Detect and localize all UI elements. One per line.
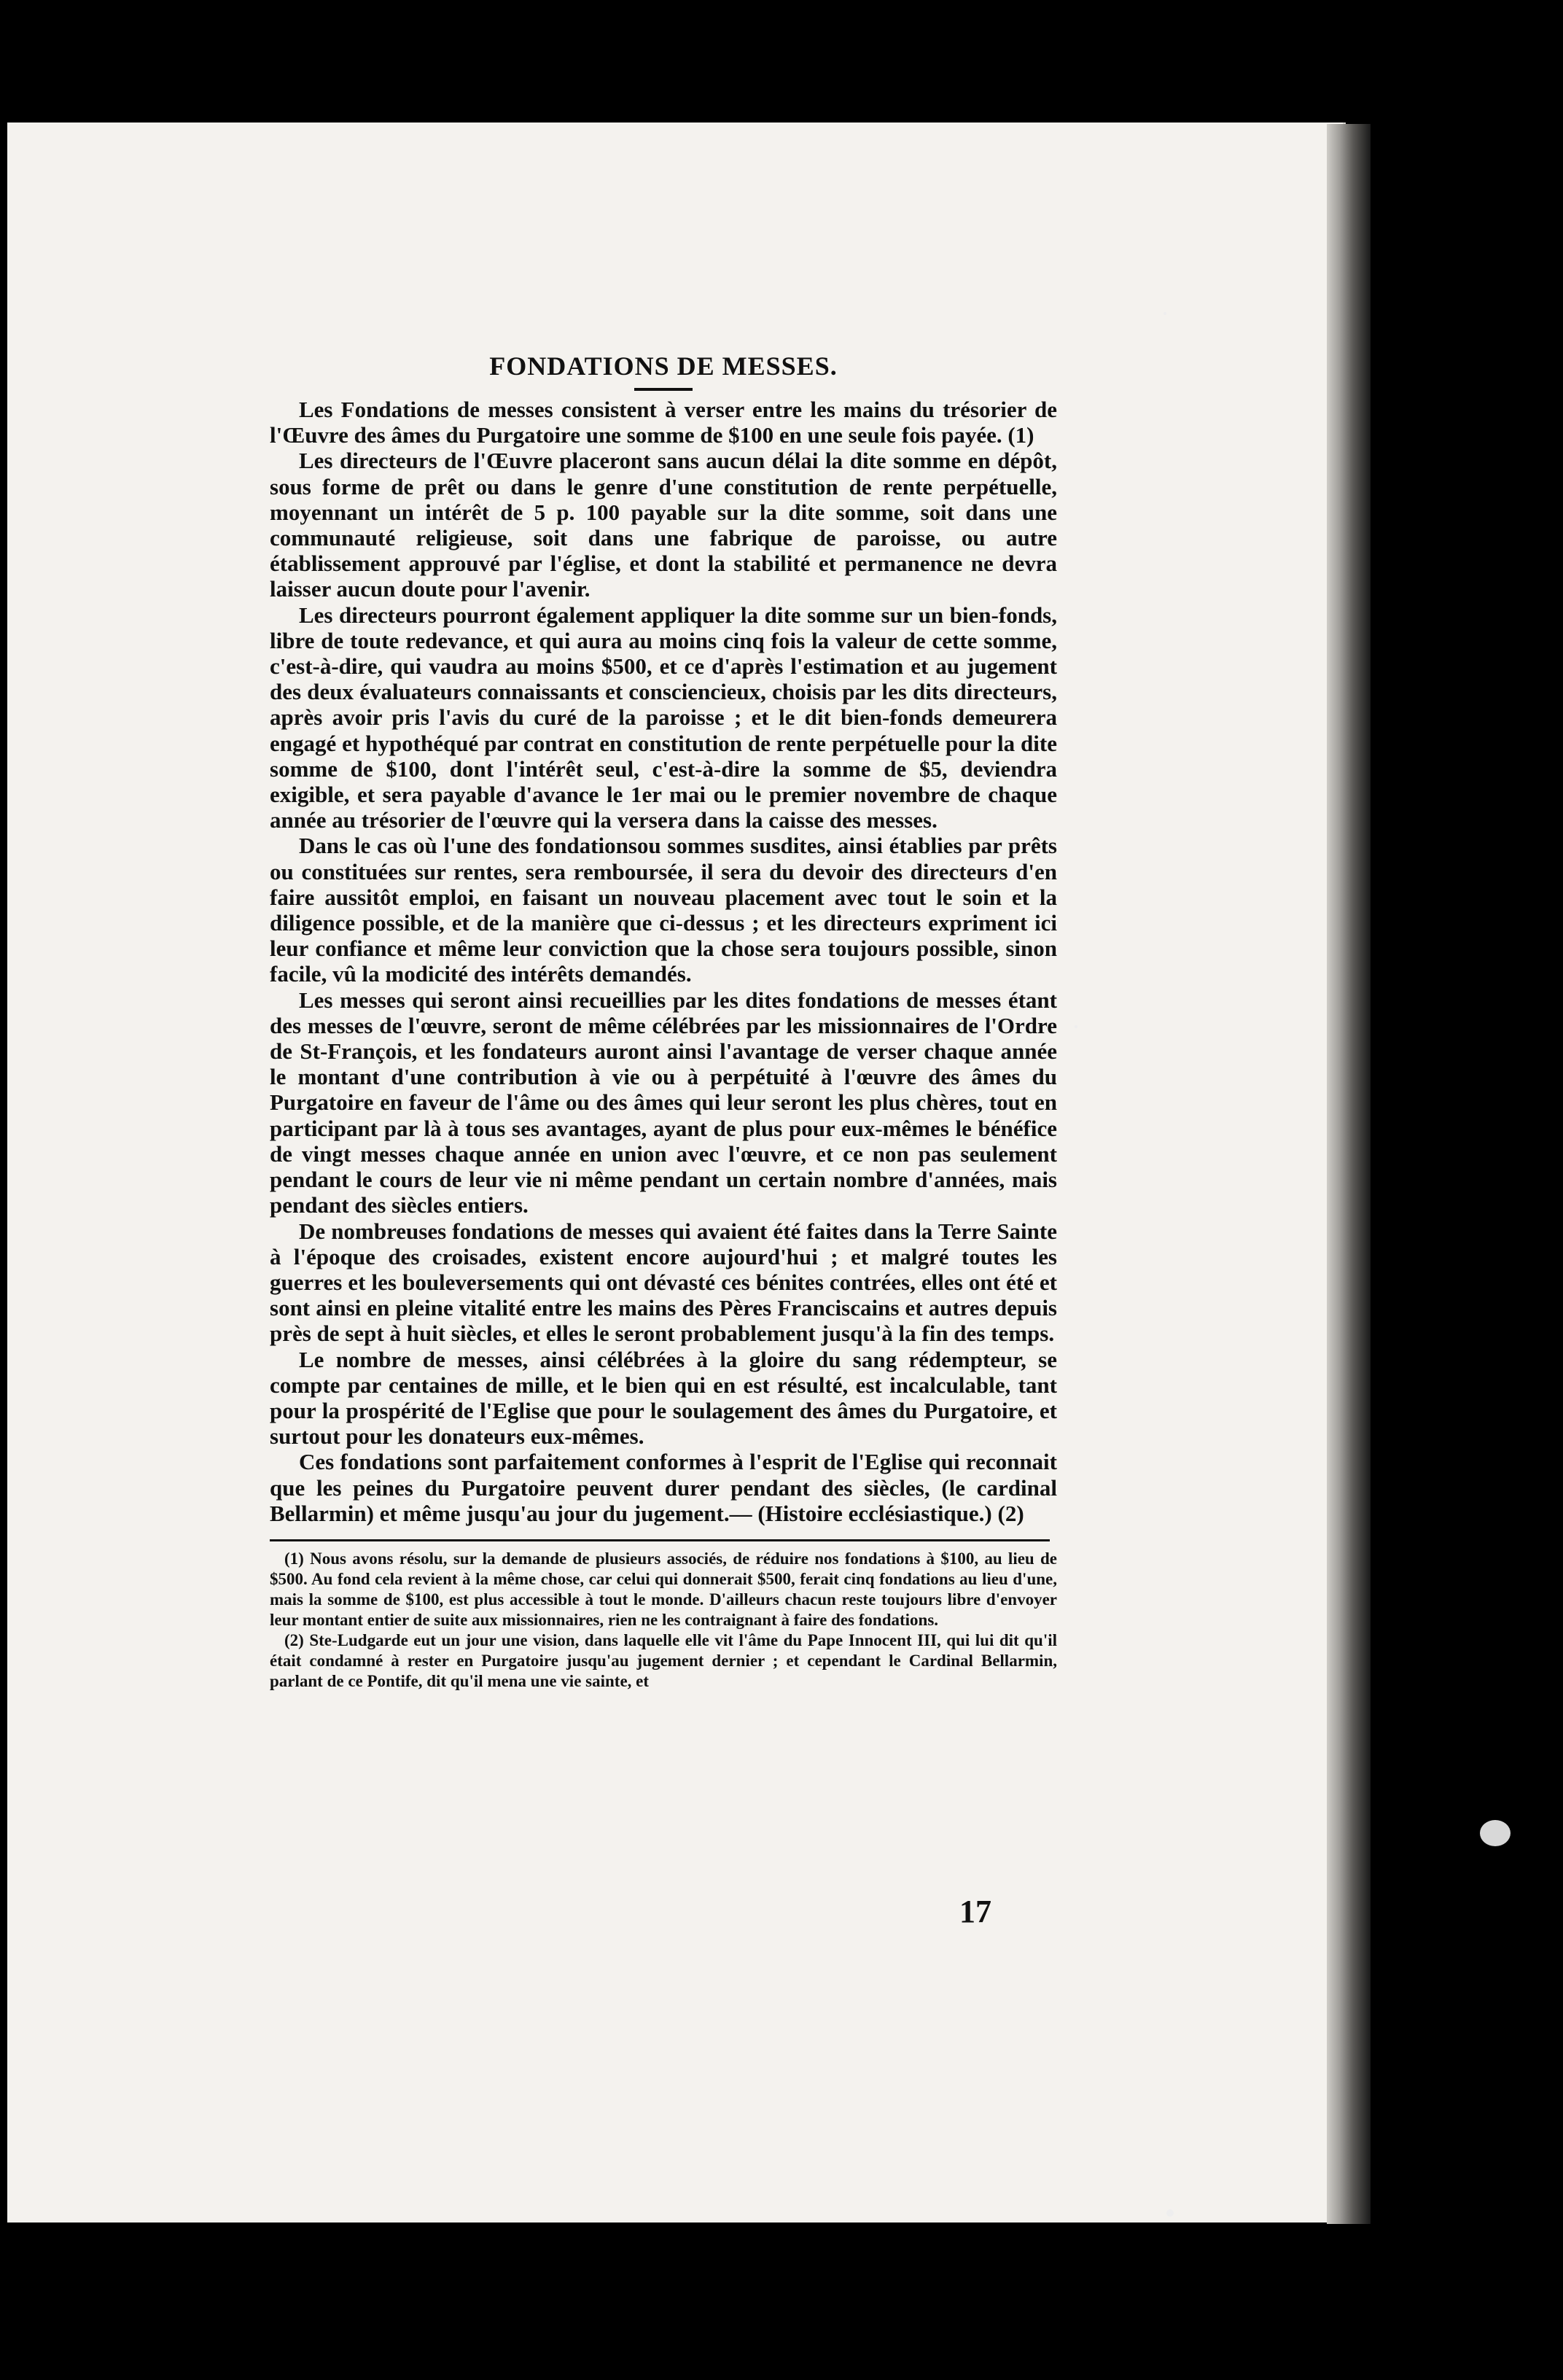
page-title: FONDATIONS DE MESSES. — [489, 351, 838, 381]
scan-speck — [1166, 2209, 1174, 2217]
body-paragraph-4: Dans le cas où l'une des fondationsou sommes susdites, ainsi établies par prêts ou constituées sur rentes, sera remboursée, il sera du devoir des directeurs d'en faire aussitôt emploi, en faisant un nouveau placement avec tout le soin et la diligence possible, et de la manière que ci-dessus ; et les directeurs expriment ici leur confiance et même leur conviction que la chose sera toujours possible, sinon facile, vû la modicité des intérêts demandés. — [270, 833, 1057, 987]
body-paragraph-7: Le nombre de messes, ainsi célébrées à la gloire du sang rédempteur, se compte par centaines de mille, et le bien qui en est résulté, est incalculable, tant pour la prospérité de l'Eglise que pour le soulagement des âmes du Purgatoire, et surtout pour les donateurs eux-mêmes. — [270, 1346, 1057, 1450]
scan-speck — [1480, 1820, 1511, 1846]
body-paragraph-6: De nombreuses fondations de messes qui avaient été faites dans la Terre Sainte à l'époque des croisades, existent encore aujourd'hui ; et malgré toutes les guerres et les bouleversements qui ont dévasté ces bénites contrées, elles ont été et sont ainsi en pleine vitalité entre les mains des Pères Franciscains et autres depuis près de sept à huit siècles, et elles le seront probablement jusqu'à la fin des temps. — [270, 1218, 1057, 1347]
body-paragraph-8: Ces fondations sont parfaitement conformes à l'esprit de l'Eglise qui reconnait que les peines du Purgatoire peuvent durer pendant des siècles, (le cardinal Bellarmin) et même jusqu'au jour du jugement.— (Histoire ecclésiastique.) (2) — [270, 1449, 1057, 1526]
body-paragraph-5: Les messes qui seront ainsi recueillies par les dites fondations de messes étant des messes de l'œuvre, seront de même célébrées par les missionnaires de l'Ordre de St-François, et les fondateurs auront ainsi l'avantage de verser chaque année le montant d'une contribution à vie ou à perpétuité à l'œuvre des âmes du Purgatoire en faveur de l'âme ou des âmes qui leur seront les plus chères, tout en participant par là à tous ses avantages, ayant de plus pour eux-mêmes le bénéfice de vingt messes chaque année en union avec l'œuvre, et ce non pas seulement pendant le cours de leur vie ni même pendant un certain nombre d'années, mais pendant des siècles entiers. — [270, 987, 1057, 1218]
scan-speck — [1075, 1025, 1077, 1028]
page-number: 17 — [959, 1894, 991, 1929]
title-divider — [634, 388, 693, 391]
footnote-2: (2) Ste-Ludgarde eut un jour une vision, dans laquelle elle vit l'âme du Pape Innocent III, qui lui dit qu'il était condamné à rester en Purgatoire jusqu'au jugement dernier ; et cependant le Cardinal Bellarmin, parlant de ce Pontife, dit qu'il mena une vie sainte, et — [270, 1630, 1057, 1690]
footnote-divider — [270, 1539, 1050, 1541]
scan-speck — [1164, 312, 1166, 315]
body-paragraph-2: Les directeurs de l'Œuvre placeront sans aucun délai la dite somme en dépôt, sous forme de prêt ou dans le genre d'une constitution de rente perpétuelle, moyennant un intérêt de 5 p. 100 payable sur la dite somme, soit dans une communauté religieuse, soit dans une fabrique de paroisse, ou autre établissement approuvé par l'église, et dont la stabilité et permanence ne devra laisser aucun doute pour l'avenir. — [270, 448, 1057, 602]
body-paragraph-3: Les directeurs pourront également appliquer la dite somme sur un bien-fonds, libre de toute redevance, et qui aura au moins cinq fois la valeur de cette somme, c'est-à-dire, qui vaudra au moins $500, et ce d'après l'estimation et au jugement des deux évaluateurs connaissants et consciencieux, choisis par les dits directeurs, après avoir pris l'avis du curé de la paroisse ; et le dit bien-fonds demeurera engagé et hypothéqué par contrat en constitution de rente perpétuelle pour la dite somme de $100, dont l'intérêt seul, c'est-à-dire la somme de $5, deviendra exigible, et sera payable d'avance le 1er mai ou le premier novembre de chaque année au trésorier de l'œuvre qui la versera dans la caisse des messes. — [270, 602, 1057, 833]
page-content — [270, 350, 1057, 1692]
footnote-1: (1) Nous avons résolu, sur la demande de plusieurs associés, de réduire nos fondations à $100, au lieu de $500. Au fond cela revient à la même chose, car celui qui donnerait $500, ferait cinq fondations au lieu d'une, mais la somme de $100, est plus accessible à tout le monde. D'ailleurs chacun reste toujours libre d'envoyer leur montant entier de suite aux missionnaires, rien ne les contraignant à faire des fondations. — [270, 1549, 1057, 1629]
body-paragraph-1: Les Fondations de messes consistent à verser entre les mains du trésorier de l'Œuvre des âmes du Purgatoire une somme de $100 en une seule fois payée. (1) — [270, 397, 1057, 448]
page-edge-shadow — [1327, 124, 1371, 2224]
